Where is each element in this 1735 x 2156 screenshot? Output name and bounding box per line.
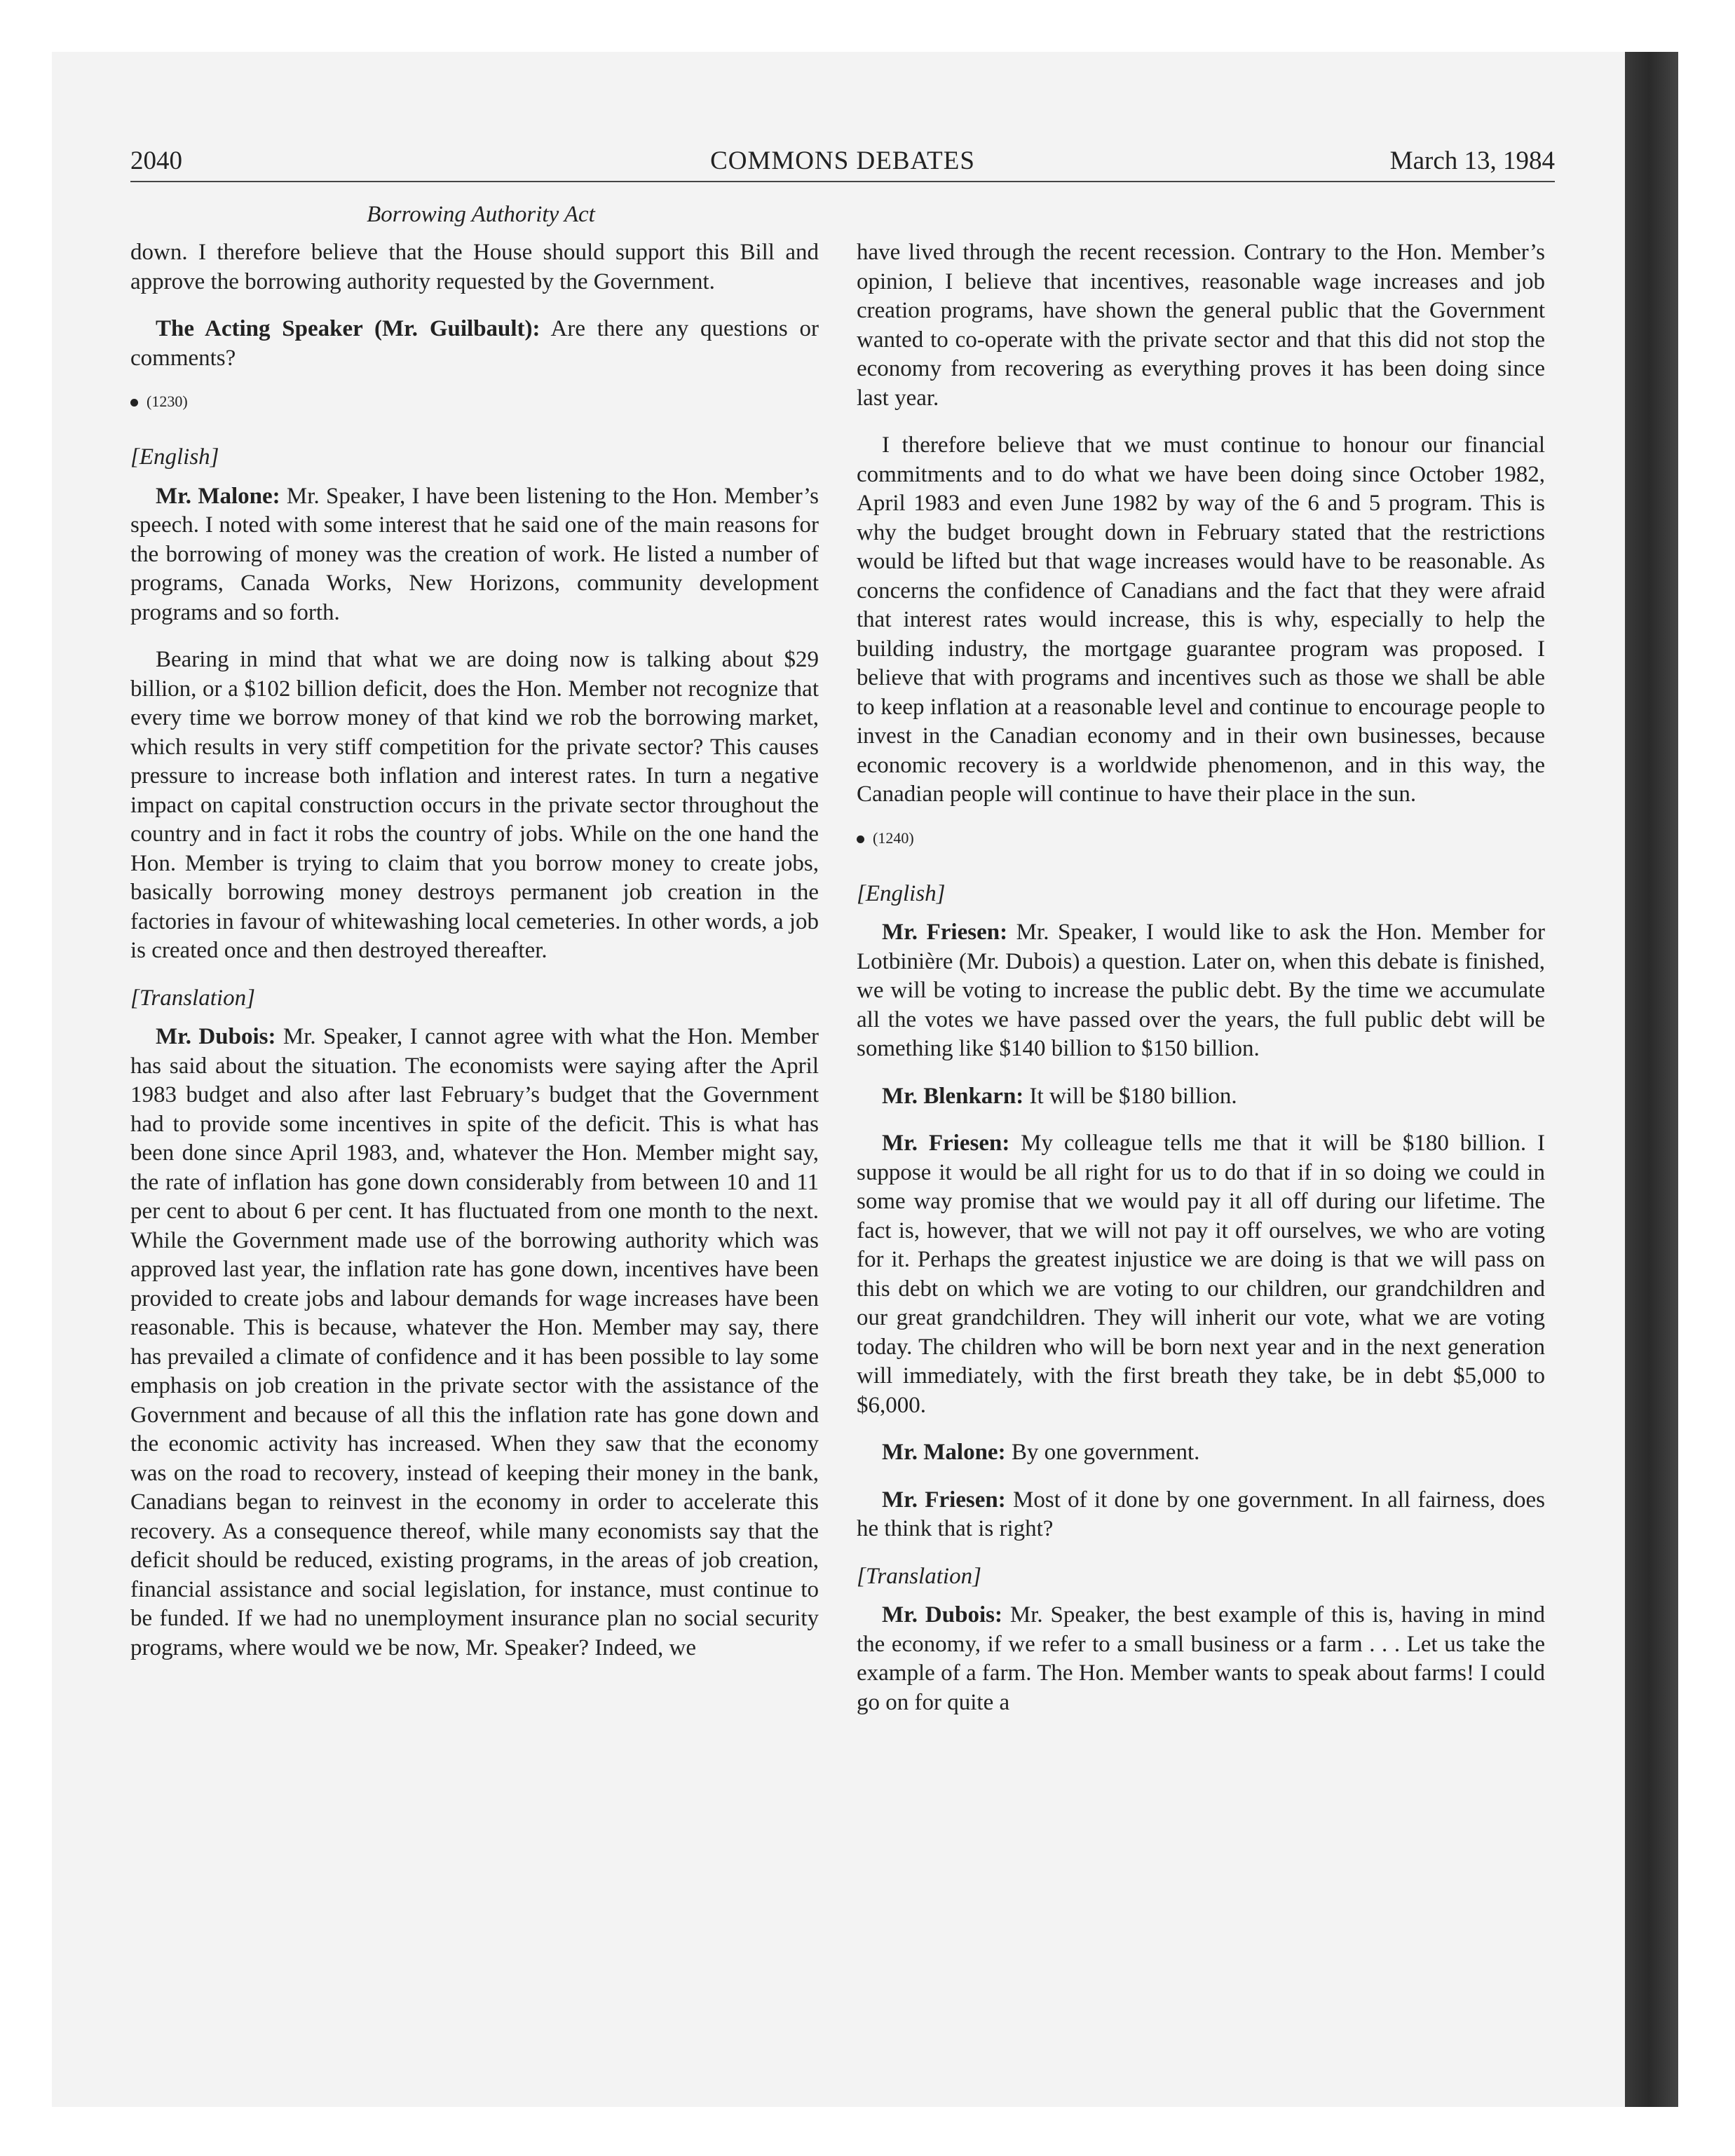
speaker-name: Mr. Blenkarn: <box>882 1083 1024 1109</box>
language-marker: [Translation] <box>857 1563 981 1589</box>
running-head: Borrowing Authority Act <box>367 202 595 227</box>
body-paragraph: down. I therefore believe that the House should support this Bill and approve the borrowing authority requested by the Government. <box>130 240 819 294</box>
speaker-name: Mr. Dubois: <box>156 1024 276 1049</box>
speech-text: By one government. <box>1005 1440 1200 1465</box>
speech-text: It will be $180 billion. <box>1023 1083 1237 1109</box>
body-paragraph: I therefore believe that we must continue to honour our financial commitments and to do what we have been doing since October 1982, April 1983 and even June 1982 by way of the 6 and 5 program. This is why the budget brought down in February stated that the restrictions would be lifted but that wage increases would have to be reasonable. As concerns the confidence of Canadians and the fact that they were afraid that interest rates would increase, this is why, especially to help the building industry, the mortgage guarantee program was proposed. I believe that with programs and incentives such as those we shall be able to keep inflation at a reasonable level and continue to encourage people to invest in the Canadian economy and in their own businesses, because economic recovery is a worldwide phenomenon, and in this way, the Canadian people will continue to have their place in the sun. <box>857 432 1545 807</box>
bullet-icon <box>857 835 864 843</box>
speech-text: Mr. Speaker, I have been listening to the Hon. Member’s speech. I noted with some interest that he said one of the main reasons for the borrowing of money was the creation of work. He listed a number of programs, Canada Works, New Horizons, community development programs and so forth. <box>130 483 819 625</box>
language-marker: [English] <box>857 880 946 906</box>
speaker-name: Mr. Friesen: <box>882 1131 1010 1156</box>
speech-paragraph <box>857 918 1545 1064</box>
page-number: 2040 <box>130 146 182 175</box>
speaker-name: Mr. Dubois: <box>882 1602 1002 1628</box>
body-paragraph: Bearing in mind that what we are doing now is talking about $29 billion, or a $102 billion deficit, does the Hon. Member not recognize that every time we borrow money of that kind we rob the borrowing market, which results in very stiff competition for the private sector? This causes pressure to increase both inflation and interest rates. In turn a negative impact on capital construction occurs in the private sector throughout the country and in fact it robs the country of jobs. While on the one hand the Hon. Member is trying to claim that you borrow money to create jobs, basically borrowing money destroys permanent job creation in the factories in favour of whitewashing local cemeteries. In other words, a job is created once and then destroyed thereafter. <box>130 647 819 963</box>
speaker-name: Mr. Malone: <box>882 1440 1006 1465</box>
speech-paragraph <box>130 1023 819 1663</box>
speech-paragraph <box>857 1082 1545 1112</box>
scan-edge-bar <box>1625 52 1678 2107</box>
language-marker: [English] <box>130 444 219 470</box>
time-marker <box>130 391 819 412</box>
speaker-name: Mr. Malone: <box>156 483 280 509</box>
speaker-name: Mr. Friesen: <box>882 1487 1006 1513</box>
bullet-icon <box>130 399 138 407</box>
speech-text: Mr. Speaker, I cannot agree with what the Hon. Member has said about the situation. The economists were saying after the April 1983 budget and also after last February’s budget that the Government had to provide some incentives in spite of the deficit. This is what has been done since April 1983, and, whatever the Hon. Member might say, the rate of inflation has gone down considerably from between 10 and 11 per cent to about 6 per cent. It has fluctuated from one month to the next. While the Government made use of the borrowing authority which was approved last year, the inflation rate has gone down, incentives have been provided to create jobs and labour demands for wage increases have been reasonable. This is because, whatever the Hon. Member may say, there has prevailed a climate of confidence and it has been possible to lay some emphasis on job creation in the private sector with the assistance of the Government and because of all this the inflation rate has gone down and the economic activity has increased. When they saw that the economy was on the road to recovery, instead of keeping their money in the bank, Canadians began to reinvest in the economy in order to accelerate this recovery. As a consequence thereof, while many economists say that the deficit should be reduced, existing programs, in the areas of job creation, financial assistance and social legislation, for instance, must continue to be funded. If we had no unemployment insurance plan no social security programs, where would we be now, Mr. Speaker? Indeed, we <box>130 1024 819 1660</box>
speech-paragraph <box>130 315 819 373</box>
publication-title: COMMONS DEBATES <box>710 146 975 175</box>
speech-paragraph <box>857 1438 1545 1468</box>
speech-text: Are there any questions or comments? <box>130 316 819 371</box>
speech-text: Most of it done by one government. In all fairness, does he think that is right? <box>857 1487 1545 1541</box>
speaker-name: Mr. Friesen: <box>882 920 1008 945</box>
speaker-name: The Acting Speaker (Mr. Guilbault): <box>156 316 540 341</box>
time-marker-text: (1240) <box>873 828 914 847</box>
body-paragraph: have lived through the recent recession. Contrary to the Hon. Member’s opinion, I believe that incentives, reasonable wage increases and job creation programs, have shown the general public that the Government wanted to co-operate with the private sector and that this did not stop the economy from recovering as everything proves it has been doing since last year. <box>857 240 1545 411</box>
page-date: March 13, 1984 <box>1389 146 1555 175</box>
time-marker-text: (1230) <box>147 393 188 410</box>
speech-paragraph <box>130 482 819 628</box>
speech-paragraph <box>857 1486 1545 1544</box>
speech-text: My colleague tells me that it will be $180 billion. I suppose it would be all right for us to do that if in so doing we could in some way promise that we would pay it all off during our lifetime. The fact is, however, that we will not pay it off ourselves, we who are voting for it. Perhaps the greatest injustice we are doing is that we will pass on this debt on which we are voting to our children, our grandchildren and our great grandchildren. They will inherit our vote, what we are voting today. The children who will be born next year and in the next generation will immediately, with the first breath they take, be in debt $5,000 to $6,000. <box>857 1131 1546 1418</box>
page-header <box>130 143 1555 182</box>
speech-paragraph <box>857 1129 1545 1420</box>
language-marker: [Translation] <box>130 985 255 1011</box>
speech-text: Mr. Speaker, the best example of this is, having in mind the economy, if we refer to a small business or a farm . . . Let us take the example of a farm. The Hon. Member wants to speak about farms! I could go on for quite a <box>857 1602 1545 1715</box>
speech-paragraph <box>857 1601 1545 1717</box>
left-column <box>130 238 819 1681</box>
time-marker <box>857 828 1545 849</box>
speech-text: Mr. Speaker, I would like to ask the Hon. Member for Lotbinière (Mr. Dubois) a question. Later on, when this debate is finished, we will be voting to increase the public debt. By the time we accumulate all the votes we have passed over the years, the full public debt will be something like $140 billion to $150 billion. <box>857 920 1545 1061</box>
right-column <box>857 238 1545 1735</box>
